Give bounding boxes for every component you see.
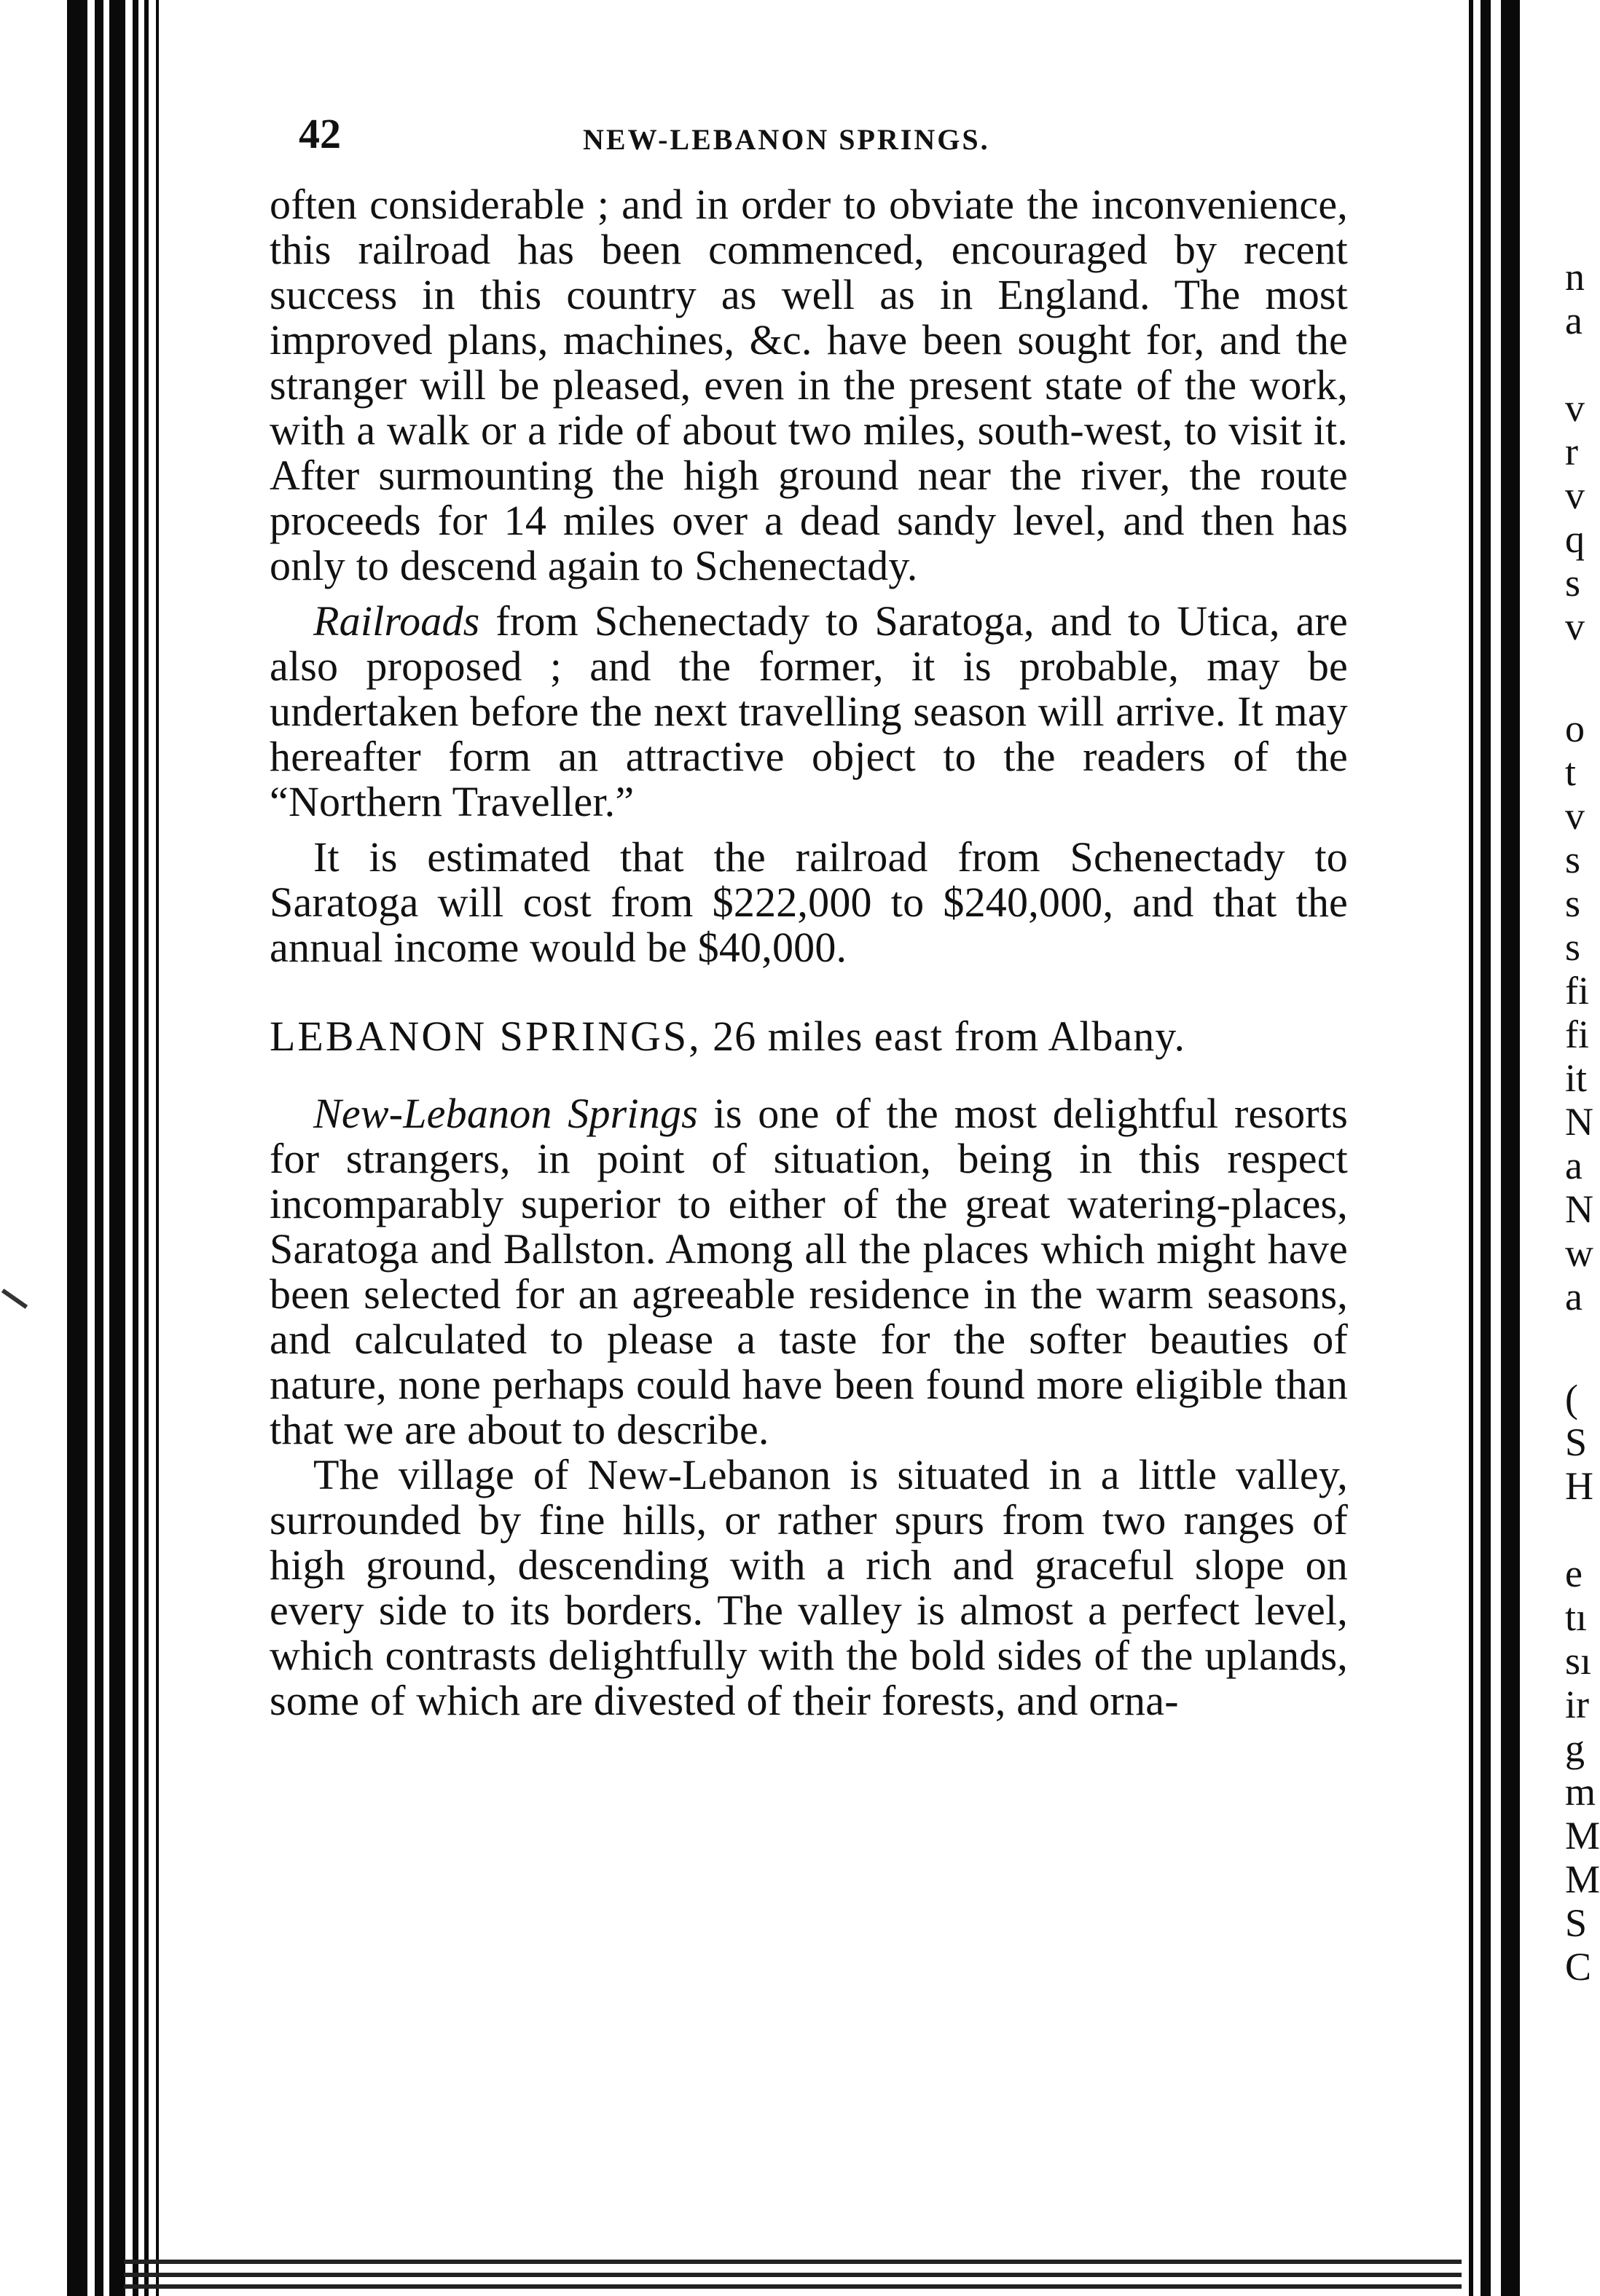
facing-page-fragment: sı xyxy=(1565,1639,1592,1683)
heading-title: LEBANON SPRINGS, xyxy=(270,1013,702,1060)
facing-page-fragment: tı xyxy=(1565,1595,1588,1639)
paragraph-railroads-proposed xyxy=(270,599,1348,825)
facing-page-fragment: t xyxy=(1565,750,1577,794)
facing-page-fragment: s xyxy=(1565,838,1581,881)
facing-page-fragment: it xyxy=(1565,1056,1588,1100)
facing-page-fragment: fi xyxy=(1565,969,1589,1013)
facing-page-fragment: a xyxy=(1565,299,1583,342)
page-edges xyxy=(124,2252,1462,2296)
facing-page-fragment: s xyxy=(1565,561,1581,605)
facing-page-fragment: M xyxy=(1565,1857,1600,1901)
facing-page-fragment: H xyxy=(1565,1464,1593,1508)
right-binding xyxy=(1464,0,1527,2296)
facing-page-fragment: v xyxy=(1565,386,1585,430)
book-page xyxy=(270,109,1348,1723)
facing-page-fragment: S xyxy=(1565,1901,1588,1945)
paragraph-springs-description xyxy=(270,1091,1348,1452)
facing-page-fragment: v xyxy=(1565,473,1585,517)
facing-page-fragment: e xyxy=(1565,1552,1583,1595)
facing-page xyxy=(1527,0,1600,2296)
facing-page-fragment: v xyxy=(1565,794,1585,838)
paragraph-village-description: The village of New-Lebanon is situated in a little valley, surrounded by fine hills, or rather spurs from two ranges of high ground, descending with a rich and graceful slope on every side to its borders. The valley is almost a perfect level, which contrasts delightfully with the bold sides of the uplands, some of which are divested of their forests, and orna- xyxy=(270,1451,1348,1724)
facing-page-fragment: a xyxy=(1565,1275,1583,1318)
italic-lead: New-Lebanon Springs xyxy=(313,1090,698,1137)
paragraph-railroad-intro: often considerable ; and in order to obviate the inconvenience, this railroad has been commenced, encouraged by recent success in this country as well as in England. The most improved plans, machines, &c. have been sought for, and the stranger will be pleased, even in the present state of the work, with a walk or a ride of about two miles, south-west, to visit it. After surmounting the high ground near the river, the route proceeds for 14 miles over a dead sandy level, and then has only to descend again to Schenectady. xyxy=(270,181,1348,589)
facing-page-fragment: a xyxy=(1565,1144,1583,1187)
page-number: 42 xyxy=(299,110,341,157)
facing-page-fragment: ir xyxy=(1565,1683,1589,1726)
italic-lead: Railroads xyxy=(313,597,480,645)
paragraph-cost-estimate: It is estimated that the railroad from Schenectady to Saratoga will cost from $222,000 to $240,000, and that the annual income would be $40,000. xyxy=(270,833,1348,971)
facing-page-fragment: S xyxy=(1565,1420,1588,1464)
facing-page-fragment: ( xyxy=(1565,1377,1578,1420)
facing-page-fragment: r xyxy=(1565,430,1578,473)
facing-page-fragment: q xyxy=(1565,517,1585,561)
paragraph-text: from Schenectady to Saratoga, and to Utica, are also proposed ; and the former, it is probable, may be undertaken before the next travelling season will arrive. It may hereafter form an attractive object to the readers of the “Northern Traveller.” xyxy=(270,597,1348,825)
binding-gutter xyxy=(0,0,182,2296)
page-header xyxy=(270,109,1348,160)
facing-page-fragment: M xyxy=(1565,1814,1600,1857)
facing-page-fragment: m xyxy=(1565,1770,1596,1814)
facing-page-fragment: s xyxy=(1565,925,1581,969)
section-heading xyxy=(270,1014,1348,1059)
facing-page-fragment: N xyxy=(1565,1100,1593,1144)
facing-page-fragment: C xyxy=(1565,1945,1592,1989)
facing-page-fragment: fi xyxy=(1565,1013,1589,1056)
facing-page-fragment: s xyxy=(1565,881,1581,925)
paragraph-text: is one of the most delightful resorts for strangers, in point of situation, being in this respect incomparably superior to either of the great watering-places, Saratoga and Ballston. Among all the places which might have been selected for an agreeable residence in the warm seasons, and calculated to please a taste for the softer beauties of nature, none perhaps could have been found more eligible than that we are about to describe. xyxy=(270,1090,1348,1453)
facing-page-fragment: v xyxy=(1565,605,1585,648)
facing-page-fragment: g xyxy=(1565,1726,1585,1770)
facing-page-fragment: n xyxy=(1565,255,1585,299)
facing-page-fragment: N xyxy=(1565,1187,1593,1231)
heading-subtitle: 26 miles east from Albany. xyxy=(701,1013,1185,1060)
facing-page-fragment: w xyxy=(1565,1231,1593,1275)
facing-page-fragment: o xyxy=(1565,707,1585,750)
running-head: NEW-LEBANON SPRINGS. xyxy=(583,123,990,156)
